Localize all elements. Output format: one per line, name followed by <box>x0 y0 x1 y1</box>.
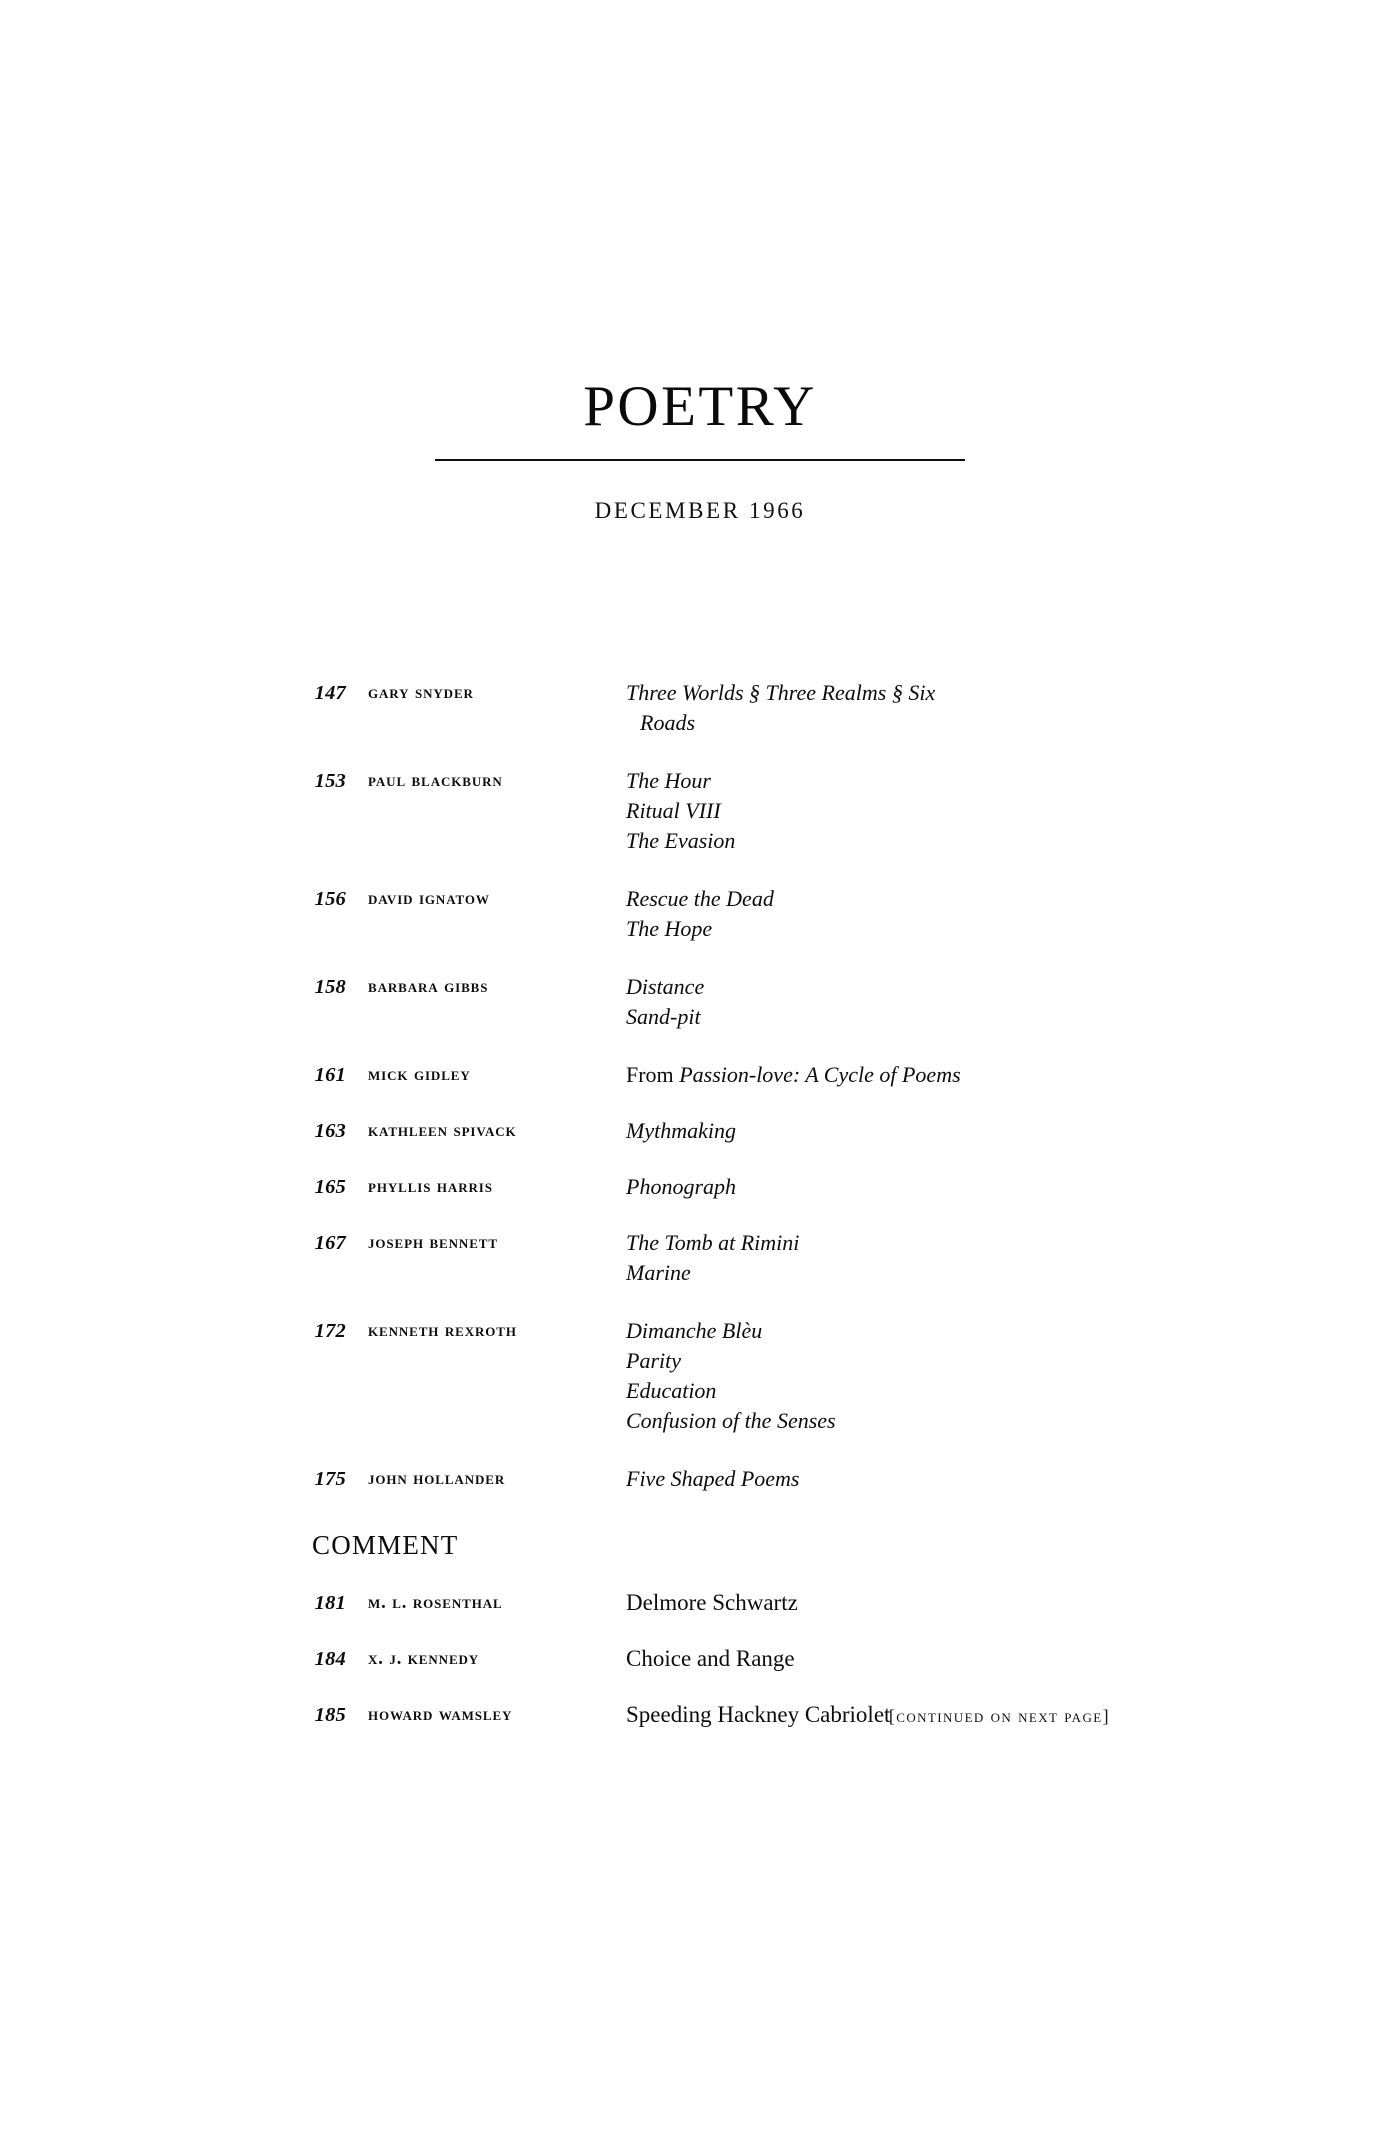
toc-page-number[interactable]: 167 <box>314 1232 346 1254</box>
entry-gap <box>0 1202 1400 1228</box>
toc-page-number[interactable]: 172 <box>314 1320 346 1342</box>
toc-title-line <box>626 1060 1110 1090</box>
toc-author: x. j. kennedy <box>368 1649 480 1669</box>
toc-author: howard wamsley <box>368 1705 513 1725</box>
toc-entry[interactable] <box>0 884 1400 944</box>
toc-entry[interactable] <box>0 1588 1400 1618</box>
section-heading-comment: COMMENT <box>312 1530 459 1560</box>
entry-gap <box>0 1090 1400 1116</box>
continued-note <box>0 1706 1400 1727</box>
toc-author: m. l. rosenthal <box>368 1593 503 1613</box>
toc-title-line <box>626 708 1110 738</box>
toc-page-number[interactable]: 185 <box>314 1704 346 1726</box>
toc-title-italic: Passion-love: A Cycle of Poems <box>679 1062 961 1087</box>
toc-titles <box>626 1464 1400 1494</box>
toc-title-prefix: From <box>626 1062 680 1087</box>
toc-author: david ignatow <box>368 889 490 909</box>
toc-titles <box>626 972 1400 1032</box>
section-heading-indent <box>290 1528 636 1562</box>
toc-titles <box>626 766 1400 856</box>
toc-entry[interactable] <box>0 1116 1400 1146</box>
toc-entry[interactable] <box>0 678 1400 738</box>
section-gap <box>0 1494 1400 1528</box>
toc-entry[interactable] <box>0 766 1400 856</box>
toc-titles <box>626 1316 1400 1436</box>
toc-page-number[interactable]: 184 <box>314 1648 346 1670</box>
toc-titles <box>626 1116 1400 1146</box>
toc-title-line: Parity <box>626 1348 681 1373</box>
issue-date: DECEMBER 1966 <box>594 498 806 523</box>
toc-title-line: Speeding Hackney Cabriolet <box>626 1702 891 1727</box>
toc-entry[interactable] <box>0 1060 1400 1090</box>
bracket-close: ] <box>1102 1706 1110 1726</box>
entry-gap <box>0 856 1400 884</box>
continued-note-text: continued on next page <box>896 1706 1103 1726</box>
toc-titles <box>626 1060 1400 1090</box>
toc-titles <box>626 1644 1400 1674</box>
toc-title-line: Phonograph <box>626 1174 736 1199</box>
toc-titles <box>626 678 1400 738</box>
toc-author: kathleen spivack <box>368 1121 517 1141</box>
toc-author: joseph bennett <box>368 1233 498 1253</box>
toc-page-number[interactable]: 158 <box>314 976 346 998</box>
entry-gap <box>0 1146 1400 1172</box>
toc-title-line: Dimanche Blèu <box>626 1318 763 1343</box>
entry-gap <box>0 1618 1400 1644</box>
title-divider-rule <box>435 459 965 461</box>
toc-page-number[interactable]: 165 <box>314 1176 346 1198</box>
toc-title-line: Three Worlds § Three Realms § Six <box>626 680 936 705</box>
section-heading-row <box>0 1528 1400 1562</box>
toc-page-number[interactable]: 181 <box>314 1592 346 1614</box>
toc-author: paul blackburn <box>368 771 503 791</box>
toc-page-number[interactable]: 147 <box>314 682 346 704</box>
toc-titles <box>626 1172 1400 1202</box>
toc-entry[interactable] <box>0 972 1400 1032</box>
toc-title-line: Delmore Schwartz <box>626 1590 798 1615</box>
toc-title-line: Rescue the Dead <box>626 886 774 911</box>
toc-author: gary snyder <box>368 683 474 703</box>
toc-title-line: Mythmaking <box>626 1118 736 1143</box>
masthead <box>0 375 1400 524</box>
toc-title-line: The Tomb at Rimini <box>626 1230 800 1255</box>
toc-title-line: The Hour <box>626 768 711 793</box>
toc-title-line: Sand-pit <box>626 1004 701 1029</box>
entry-gap <box>0 1032 1400 1060</box>
toc-entry[interactable] <box>0 1316 1400 1436</box>
table-of-contents <box>0 678 1400 1730</box>
entry-gap <box>0 1674 1400 1700</box>
toc-title-line: Marine <box>626 1260 691 1285</box>
toc-title-line: Distance <box>626 974 705 999</box>
toc-author: john hollander <box>368 1469 506 1489</box>
toc-page-number[interactable]: 153 <box>314 770 346 792</box>
toc-title-line: Ritual VIII <box>626 798 721 823</box>
toc-page-number[interactable]: 161 <box>314 1064 346 1086</box>
entry-gap <box>0 1288 1400 1316</box>
toc-author: barbara gibbs <box>368 977 489 997</box>
toc-entry[interactable] <box>0 1228 1400 1288</box>
toc-title-continuation: Roads <box>640 710 695 735</box>
entry-gap <box>0 1436 1400 1464</box>
section-gap <box>0 1562 1400 1588</box>
bracket-open: [ <box>888 1706 897 1726</box>
toc-author: phyllis harris <box>368 1177 493 1197</box>
toc-entry[interactable] <box>0 1464 1400 1494</box>
entry-gap <box>0 738 1400 766</box>
toc-titles <box>626 1588 1400 1618</box>
toc-titles <box>626 884 1400 944</box>
toc-page-number[interactable]: 175 <box>314 1468 346 1490</box>
toc-page-number[interactable]: 163 <box>314 1120 346 1142</box>
toc-title-line: The Evasion <box>626 828 736 853</box>
toc-page-number[interactable]: 156 <box>314 888 346 910</box>
toc-title-line: Confusion of the Senses <box>626 1408 836 1433</box>
toc-titles <box>626 1228 1400 1288</box>
toc-title-line: The Hope <box>626 916 713 941</box>
toc-entry[interactable] <box>0 1644 1400 1674</box>
page-title: POETRY <box>583 375 817 438</box>
toc-title-line: Education <box>626 1378 717 1403</box>
toc-author: kenneth rexroth <box>368 1321 517 1341</box>
toc-entry[interactable] <box>0 1172 1400 1202</box>
toc-title-line: Choice and Range <box>626 1646 795 1671</box>
entry-gap <box>0 944 1400 972</box>
toc-author: mick gidley <box>368 1065 471 1085</box>
toc-title-line: Five Shaped Poems <box>626 1466 800 1491</box>
